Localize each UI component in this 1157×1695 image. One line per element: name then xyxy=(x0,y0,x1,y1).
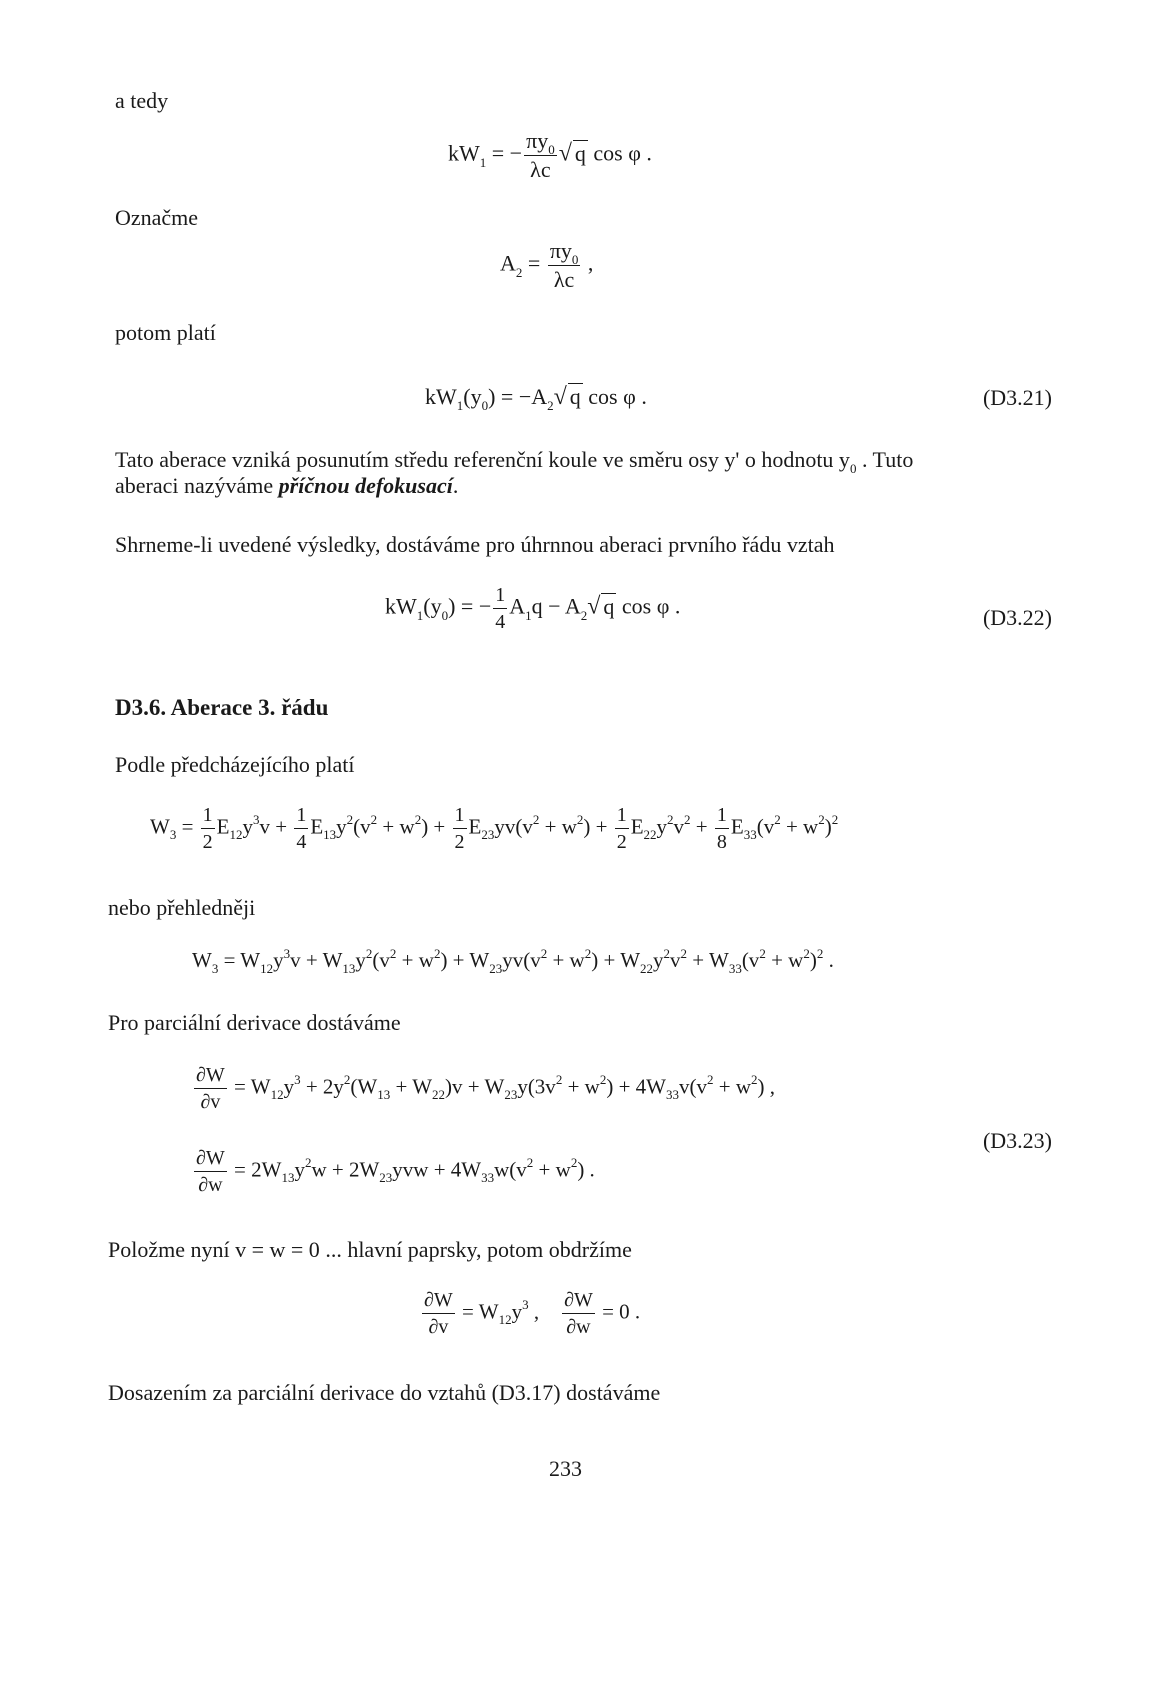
page-number: 233 xyxy=(549,1456,582,1481)
equation-number-d323: (D3.23) xyxy=(982,1128,1052,1153)
text-polozme-eq: v = w = 0 xyxy=(235,1237,320,1262)
equation-d321: $kW_1(y_0) = -A_2√$ q cos φ . xyxy=(425,384,647,413)
text-a-tedy: a tedy xyxy=(115,88,169,113)
text-tato-line1 xyxy=(115,447,914,476)
text-polozme-pre: Položme nyní xyxy=(108,1237,230,1262)
equation-chief-ray: $\frac{\partial W}{\partial v}$ = $W_{12}y^3$ , $\frac{\partial W}{\partial w}$ = 0 . xyxy=(424,1289,641,1338)
text-oznacme: Označme xyxy=(115,205,199,230)
term-pricna-defokusace: příčnou defokusací xyxy=(278,473,453,498)
text-tato-line1-end: . Tuto xyxy=(861,447,914,472)
text-pro: Pro parciální derivace dostáváme xyxy=(108,1010,401,1035)
equation-w3-short: $W_3 = W_{12}y^3v + W_{13}y^2(v^2 + w^2) + W_{23}yv(v^2 + w^2) + W_{22}y^2v^2 + W_{33}(v^2 + w^2)^2$ . xyxy=(192,946,834,976)
section-heading: D3.6. Aberace 3. řádu xyxy=(115,695,329,720)
equation-number-d322: (D3.22) xyxy=(982,605,1052,630)
text-tato-line2 xyxy=(115,473,458,499)
equation-kw1: $kW_1$ = − $\frac{\pi y_0}{\lambda c}$ √ q cos φ . xyxy=(448,128,652,182)
text-tato-line2-pre: aberaci nazýváme xyxy=(115,473,274,498)
equation-d323-w: $\frac{\partial W}{\partial w}$ = $2W_{13}y^2w + 2W_{23}yvw + 4W_{33}w(v^2 + w^2)$ . xyxy=(196,1147,595,1196)
equation-number-d321: (D3.21) xyxy=(982,385,1052,410)
text-podle: Podle předcházejícího platí xyxy=(115,752,355,777)
text-tato-line1-sub: 0 xyxy=(849,461,857,476)
text-dosazenim: Dosazením za parciální derivace do vztahů (D3.17) dostáváme xyxy=(108,1380,661,1405)
equation-w3-full: $W_3$ = $\frac{1}{2}$ $E_{12}y^3v$ + $\frac{1}{4}$ $E_{13}y^2(v^2 + w^2)$ + $\frac{1}{2}$ $E_{23}yv(v^2 + w^2)$ + $\frac{1}{2}$ $E_{22}y^2v^2$ + $\frac{1}{8}$ $E_{33}(v^2 + w^2)^2$ xyxy=(150,804,839,853)
equation-d322: $kW_1(y_0)$ = − $\frac{1}{4}$ $A_1q - A_2√$ q cos φ . xyxy=(385,584,681,633)
text-tato-line1-main: Tato aberace vzniká posunutím středu referenční koule ve směru osy y' o hodnotu y xyxy=(115,447,850,472)
text-polozme-end: ... hlavní paprsky, potom obdržíme xyxy=(325,1237,632,1262)
equation-d323-v: $\frac{\partial W}{\partial v}$ = $W_{12}y^3 + 2y^2(W_{13} + W_{22})v + W_{23}y(3v^2 + w^2) + 4W_{33}v(v^2 + w^2)$ , xyxy=(196,1064,776,1113)
text-potom-plati: potom platí xyxy=(115,320,216,345)
text-tato-line2-end: . xyxy=(452,473,459,498)
text-shrneme: Shrneme-li uvedené výsledky, dostáváme pro úhrnnou aberaci prvního řádu vztah xyxy=(115,532,835,557)
text-polozme xyxy=(108,1237,632,1263)
equation-a2: $A_2$ = $\frac{\pi y_0}{\lambda c}$ , xyxy=(500,238,594,292)
text-nebo: nebo přehledněji xyxy=(108,895,256,920)
